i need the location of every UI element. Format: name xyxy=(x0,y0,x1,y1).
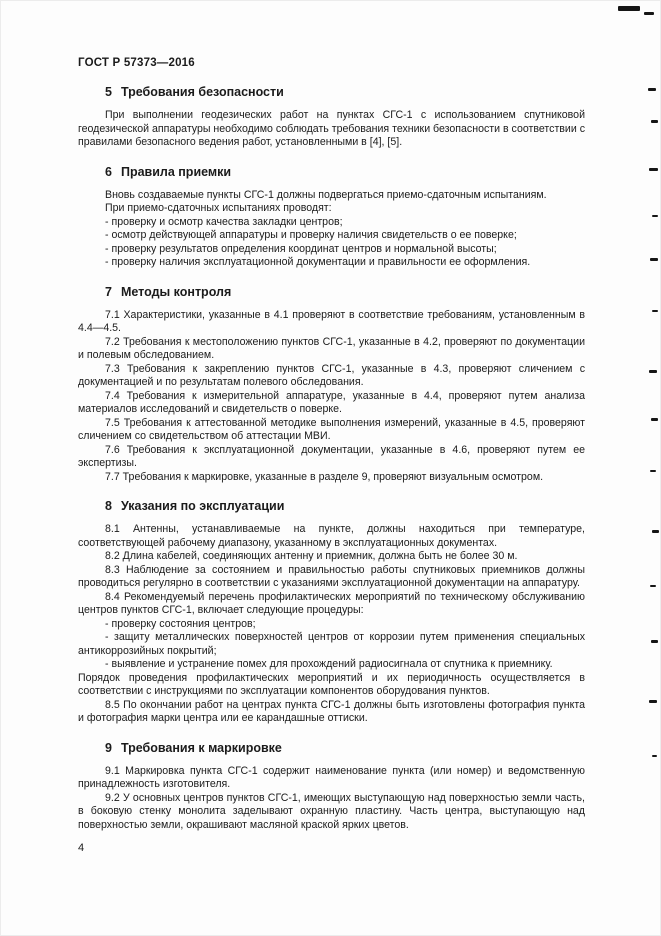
paragraph: 7.4 Требования к измерительной аппаратуре, указанные в 4.4, проверяют путем анализа материалов исследований и свидетельств о поверке. xyxy=(78,389,585,415)
section-title-text: Правила приемки xyxy=(120,164,232,179)
section-title xyxy=(105,741,585,756)
section-title-text: Указания по эксплуатации xyxy=(120,499,285,513)
paragraph: При приемо-сдаточных испытаниях проводят: xyxy=(105,202,332,214)
paragraph: 8.5 По окончании работ на центрах пункта СГС-1 должны быть изготовлены фотография пункта и фотография марки центра или ее карандашные оттиски. xyxy=(78,698,585,724)
paragraph: 8.2 Длина кабелей, соединяющих антенну и приемник, должна быть не более 30 м. xyxy=(105,550,518,562)
scan-artifact xyxy=(650,585,656,587)
scan-artifact xyxy=(644,12,654,15)
section xyxy=(78,85,585,150)
section-title xyxy=(105,165,585,180)
section-title-text: Методы контроля xyxy=(120,284,232,299)
section-title xyxy=(105,85,585,100)
list-item: - проверку состояния центров; xyxy=(105,617,256,630)
section-blocks xyxy=(78,109,585,150)
scan-artifact xyxy=(652,530,659,533)
page-number: 4 xyxy=(78,842,85,854)
list-item: - проверку и осмотр качества закладки центров; xyxy=(105,215,343,228)
paragraph: 8.4 Рекомендуемый перечень профилактических мероприятий по техническому обслуживанию центров пунктов СГС-1, включает следующие процедуры: xyxy=(78,590,585,616)
section xyxy=(78,499,585,726)
scan-artifact xyxy=(652,310,658,312)
scan-artifact xyxy=(650,258,658,261)
paragraph: 7.3 Требования к закреплению пунктов СГС-1, указанные в 4.3, проверяют сличением с документацией и по результатам полевого обследования. xyxy=(78,362,585,388)
section-title xyxy=(105,499,585,514)
section xyxy=(78,165,585,270)
section-title-text: Требования безопасности xyxy=(120,85,284,99)
scan-artifact xyxy=(651,640,658,643)
section-number: 5 xyxy=(105,85,112,99)
section-blocks xyxy=(78,523,585,726)
paragraph: 8.3 Наблюдение за состоянием и правильностью работы спутниковых приемников должны проводиться регулярно в соответствии с указаниями эксплуатационной документации на аппаратуру. xyxy=(78,563,585,589)
paragraph: 8.1 Антенны, устанавливаемые на пункте, должны находиться при температуре, соответствующей рабочему диапазону, указанному в эксплуатационных документах. xyxy=(78,523,585,549)
paragraph: 9.2 У основных центров пунктов СГС-1, имеющих выступающую над поверхностью земли часть, в боковую стенку монолита заделывают охранную пластину. Часть центра, выступающую над поверхностью земли, окрашивают масляной краской ярких цветов. xyxy=(78,791,585,831)
scan-artifact xyxy=(648,88,656,91)
scan-artifact xyxy=(651,120,658,123)
list-item: - выявление и устранение помех для прохождений радиосигнала от спутника к приемнику. xyxy=(105,658,553,670)
section xyxy=(78,741,585,833)
section-number: 9 xyxy=(105,740,112,755)
scan-artifact xyxy=(649,700,657,703)
paragraph: Порядок проведения профилактических мероприятий и их периодичность осуществляется в соответствии с инструкциями по эксплуатации компонентов оборудования пунктов. xyxy=(78,671,585,697)
section-number: 6 xyxy=(105,164,112,179)
page-content xyxy=(78,56,585,832)
section xyxy=(78,285,585,485)
paragraph: 7.5 Требования к аттестованной методике выполнения измерений, указанные в 4.5, проверяют сличением со свидетельством об аттестации МВИ. xyxy=(78,416,585,442)
list-item: - проверку наличия эксплуатационной документации и правильности ее оформления. xyxy=(105,256,531,268)
paragraph: 7.1 Характеристики, указанные в 4.1 проверяют в соответствие требованиям, установленным в 4.4—4.5. xyxy=(78,308,585,334)
scan-artifact xyxy=(651,418,658,421)
scan-artifact xyxy=(649,370,657,373)
paragraph: 7.6 Требования к эксплуатационной документации, указанные в 4.6, проверяют путем ее экспертизы. xyxy=(78,443,585,469)
section-title-text: Требования к маркировке xyxy=(120,740,282,755)
scan-artifact xyxy=(652,215,658,217)
paragraph: При выполнении геодезических работ на пунктах СГС-1 с использованием спутниковой геодезической аппаратуры необходимо соблюдать требования техники безопасности в соответствии с правилами безопасного ведения работ, установленными в [4], [5]. xyxy=(78,109,585,148)
section-number: 7 xyxy=(105,284,112,299)
section-title xyxy=(105,285,585,300)
section-number: 8 xyxy=(105,499,112,513)
scan-artifact xyxy=(652,755,657,757)
paragraph: 9.1 Маркировка пункта СГС-1 содержит наименование пункта (или номер) и ведомственную принадлежность изготовителя. xyxy=(78,764,585,790)
paragraph: 7.7 Требования к маркировке, указанные в разделе 9, проверяют визуальным осмотром. xyxy=(105,470,544,483)
standard-code-header: ГОСТ Р 57373—2016 xyxy=(78,57,195,69)
paragraph: 7.2 Требования к местоположению пунктов СГС-1, указанные в 4.2, проверяют по документации и полевым обследованием. xyxy=(78,335,585,361)
list-item: - осмотр действующей аппаратуры и проверку наличия свидетельств о ее поверке; xyxy=(105,229,517,241)
section-blocks xyxy=(78,189,585,270)
section-blocks xyxy=(78,309,585,485)
sections xyxy=(78,85,585,832)
list-item: - проверку результатов определения координат центров и нормальной высоты; xyxy=(105,242,497,255)
scan-artifact xyxy=(650,470,656,472)
paragraph: Вновь создаваемые пункты СГС-1 должны подвергаться приемо-сдаточным испытаниям. xyxy=(105,188,547,201)
section-blocks xyxy=(78,765,585,833)
scan-artifact xyxy=(618,6,640,11)
scan-artifact xyxy=(649,168,658,171)
list-item: - защиту металлических поверхностей центров от коррозии путем применения специальных антикоррозийных покрытий; xyxy=(78,631,585,657)
